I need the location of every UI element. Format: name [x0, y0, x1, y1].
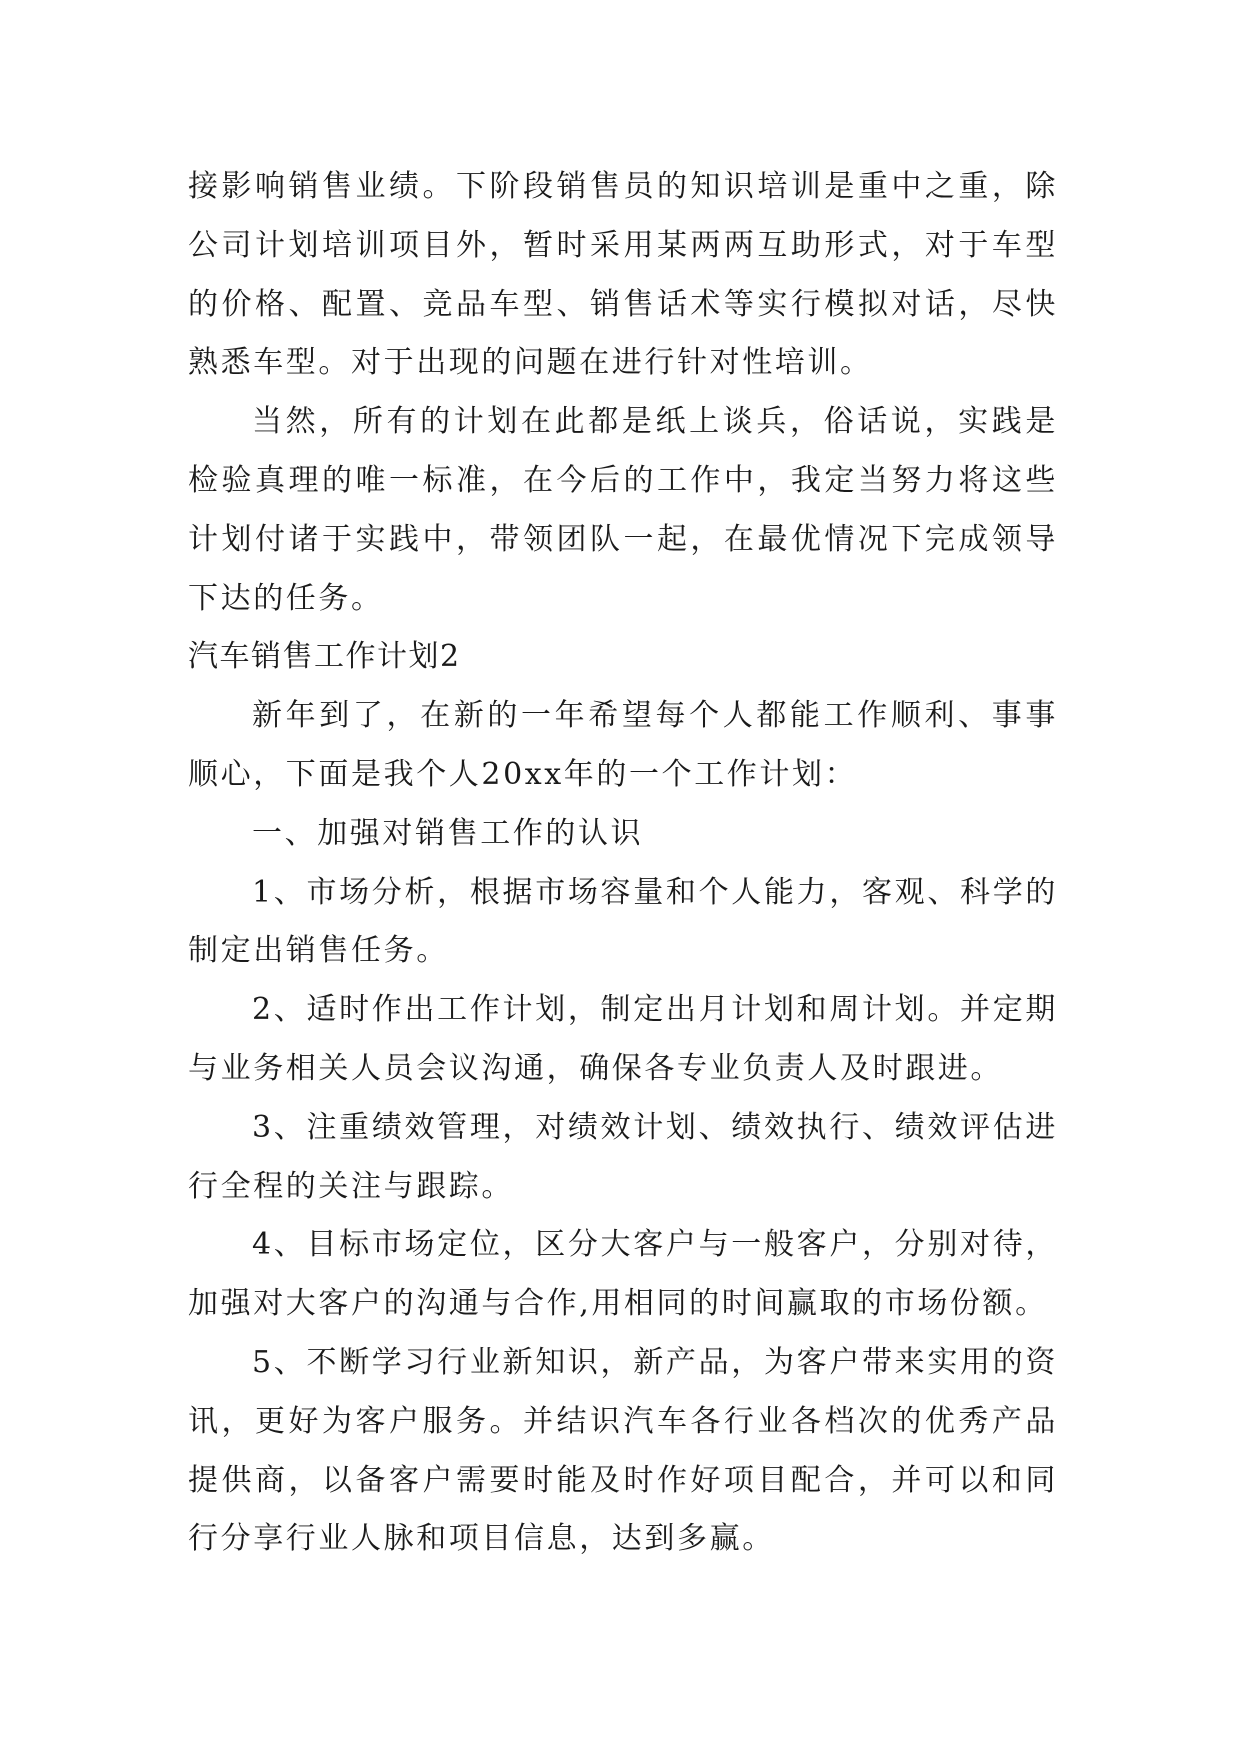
paragraph-practice: 当然，所有的计划在此都是纸上谈兵，俗话说，实践是检验真理的唯一标准，在今后的工作中，我定当努力将这些计划付诸于实践中，带领团队一起，在最优情况下完成领导下达的任务。 — [188, 404, 1058, 616]
list-item-performance: 3、注重绩效管理，对绩效计划、绩效执行、绩效评估进行全程的关注与跟踪。 — [188, 1109, 1058, 1204]
document-body — [188, 158, 1058, 1569]
list-item-market-analysis: 1、市场分析，根据市场容量和个人能力，客观、科学的制定出销售任务。 — [188, 874, 1058, 969]
paragraph-training: 接影响销售业绩。下阶段销售员的知识培训是重中之重，除公司计划培训项目外，暂时采用某两两互助形式，对于车型的价格、配置、竞品车型、销售话术等实行模拟对话，尽快熟悉车型。对于出现的问题在进行针对性培训。 — [188, 169, 1058, 381]
list-item-learning: 5、不断学习行业新知识，新产品，为客户带来实用的资讯，更好为客户服务。并结识汽车各行业各档次的优秀产品提供商，以备客户需要时能及时作好项目配合，并可以和同行分享行业人脉和项目信息，达到多赢。 — [188, 1344, 1058, 1557]
list-item-target-market: 4、目标市场定位，区分大客户与一般客户，分别对待，加强对大客户的沟通与合作,用相同的时间赢取的市场份额。 — [188, 1227, 1058, 1322]
section-title: 汽车销售工作计划2 — [188, 639, 461, 675]
paragraph-intro: 新年到了，在新的一年希望每个人都能工作顺利、事事顺心，下面是我个人20xx年的一个工作计划： — [188, 698, 1058, 792]
subheading-sales-awareness: 一、加强对销售工作的认识 — [252, 815, 644, 851]
list-item-work-plan: 2、适时作出工作计划，制定出月计划和周计划。并定期与业务相关人员会议沟通，确保各专业负责人及时跟进。 — [188, 992, 1058, 1086]
